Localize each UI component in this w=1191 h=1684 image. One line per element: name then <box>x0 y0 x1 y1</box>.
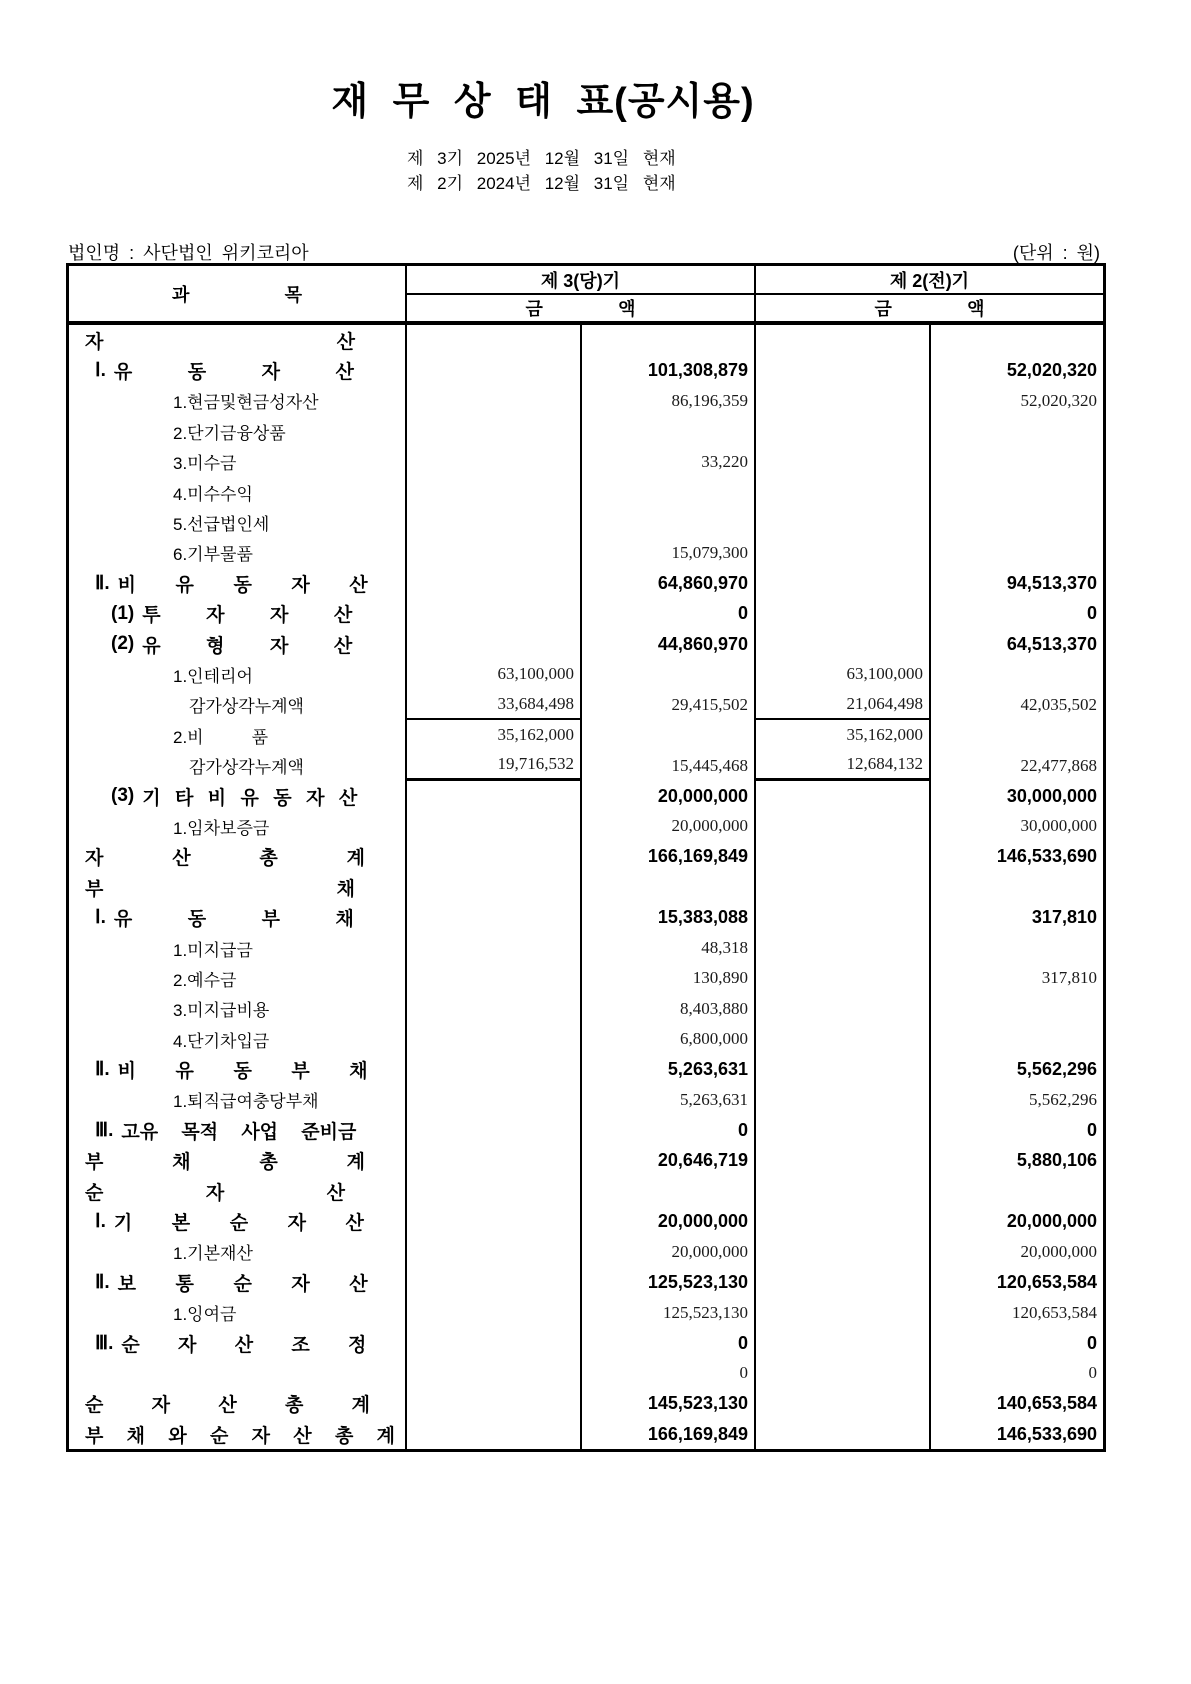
amount-cell: 8,403,880 <box>582 994 756 1024</box>
account-cell: 자 산 <box>69 325 407 355</box>
entity-row <box>68 239 1100 265</box>
header-amount-current: 금 액 <box>407 295 756 321</box>
amount-cell: 86,196,359 <box>582 386 756 416</box>
amount-cell: 166,169,849 <box>582 842 756 872</box>
amount-cell <box>756 1024 931 1054</box>
amount-cell: 21,064,498 <box>756 690 931 720</box>
header-period-current: 제 3(당)기 <box>407 266 756 295</box>
amount-cell <box>756 629 931 659</box>
account-cell: 1.임차보증금 <box>69 811 407 841</box>
account-cell: 3.미수금 <box>69 447 407 477</box>
amount-cell <box>931 447 1103 477</box>
table-row <box>69 720 1103 750</box>
table-row <box>69 325 1103 355</box>
table-row <box>69 386 1103 416</box>
amount-cell: 48,318 <box>582 933 756 963</box>
amount-cell <box>407 507 582 537</box>
account-cell: 6.기부물품 <box>69 538 407 568</box>
table-row <box>69 568 1103 598</box>
amount-cell <box>756 994 931 1024</box>
amount-cell <box>756 1419 931 1449</box>
account-cell: 4.미수수익 <box>69 477 407 507</box>
account-cell: 1.잉여금 <box>69 1298 407 1328</box>
amount-cell <box>756 325 931 355</box>
amount-cell <box>756 1146 931 1176</box>
amount-cell <box>931 994 1103 1024</box>
amount-cell <box>756 1176 931 1206</box>
table-row <box>69 1298 1103 1328</box>
amount-cell <box>407 416 582 446</box>
table-row <box>69 1024 1103 1054</box>
amount-cell: 20,000,000 <box>1006 1211 1097 1232</box>
account-cell: Ⅰ. 유 동 부 채 <box>69 902 407 932</box>
balance-sheet-table <box>66 263 1106 1452</box>
amount-cell <box>931 720 1103 750</box>
amount-cell <box>756 811 931 841</box>
account-cell: Ⅱ. 비 유 동 자 산 <box>69 568 407 598</box>
amount-cell <box>407 902 582 932</box>
amount-cell <box>407 811 582 841</box>
amount-cell: 35,162,000 <box>756 720 931 750</box>
table-row <box>69 1419 1103 1449</box>
amount-cell <box>931 325 1103 355</box>
table-body <box>69 325 1103 1449</box>
table-row <box>69 994 1103 1024</box>
amount-cell: 5,562,296 <box>1029 1089 1097 1109</box>
table-row <box>69 842 1103 872</box>
account-cell: (1) 투 자 자 산 <box>69 599 407 629</box>
account-cell: 순 자 산 <box>69 1176 407 1206</box>
amount-cell: 30,000,000 <box>1006 785 1097 806</box>
table-row <box>69 933 1103 963</box>
account-cell: 1.퇴직급여충당부채 <box>69 1085 407 1115</box>
amount-cell <box>407 1115 582 1145</box>
account-cell: 부 채 <box>69 872 407 902</box>
amount-cell: 15,079,300 <box>582 538 756 568</box>
amount-cell <box>756 416 931 446</box>
amount-cell <box>931 416 1103 446</box>
table-row <box>69 1054 1103 1084</box>
table-row <box>69 659 1103 689</box>
amount-cell <box>407 477 582 507</box>
amount-cell: 146,533,690 <box>996 1423 1097 1444</box>
amount-cell: 130,890 <box>582 963 756 993</box>
amount-cell: 5,263,631 <box>582 1085 756 1115</box>
amount-cell <box>931 477 1103 507</box>
table-row <box>69 1206 1103 1236</box>
amount-cell: 0 <box>582 1328 756 1358</box>
table-row <box>69 1267 1103 1297</box>
amount-cell <box>756 568 931 598</box>
table-row <box>69 416 1103 446</box>
account-cell: 2.비 품 <box>69 720 407 750</box>
amount-cell: 5,562,296 <box>1016 1059 1097 1080</box>
amount-cell <box>407 872 582 902</box>
table-row <box>69 355 1103 385</box>
account-cell: 순 자 산 총 계 <box>69 1389 407 1419</box>
period-line-prior: 제 2기 2024년 12월 31일 현재 <box>407 174 676 193</box>
table-row <box>69 1237 1103 1267</box>
amount-cell <box>407 1267 582 1297</box>
amount-cell <box>756 355 931 385</box>
header-amount-prior: 금 액 <box>874 299 985 319</box>
amount-cell <box>407 1176 582 1206</box>
amount-cell: 44,860,970 <box>582 629 756 659</box>
table-header <box>69 266 1103 325</box>
amount-cell: 20,646,719 <box>582 1146 756 1176</box>
amount-cell: 33,220 <box>582 447 756 477</box>
amount-cell <box>756 963 931 993</box>
amount-cell <box>756 599 931 629</box>
account-cell: Ⅱ. 비 유 동 부 채 <box>69 1054 407 1084</box>
account-cell: (2) 유 형 자 산 <box>69 629 407 659</box>
table-row <box>69 447 1103 477</box>
amount-cell <box>931 1024 1103 1054</box>
account-cell: 1.기본재산 <box>69 1237 407 1267</box>
amount-cell <box>407 1298 582 1328</box>
amount-cell <box>756 1358 931 1388</box>
amount-cell <box>407 1054 582 1084</box>
amount-cell <box>407 1146 582 1176</box>
account-cell: Ⅰ. 유 동 자 산 <box>69 355 407 385</box>
amount-cell: 0 <box>1086 603 1097 624</box>
table-row <box>69 902 1103 932</box>
account-cell: 1.현금및현금성자산 <box>69 386 407 416</box>
amount-cell <box>407 1358 582 1388</box>
amount-cell <box>931 933 1103 963</box>
amount-cell: 125,523,130 <box>582 1298 756 1328</box>
amount-cell <box>582 872 756 902</box>
amount-cell <box>582 416 756 446</box>
table-row <box>69 1389 1103 1419</box>
amount-cell <box>407 447 582 477</box>
account-cell: 부 채 와 순 자 산 총 계 <box>69 1419 407 1449</box>
account-cell: (3) 기 타 비 유 동 자 산 <box>69 781 407 811</box>
amount-cell: 63,100,000 <box>407 659 582 689</box>
amount-cell <box>407 325 582 355</box>
amount-cell: 317,810 <box>1031 907 1097 928</box>
amount-cell: 22,477,868 <box>1020 755 1097 775</box>
amount-cell <box>756 781 931 811</box>
table-row <box>69 781 1103 811</box>
amount-cell: 317,810 <box>1041 968 1097 988</box>
account-cell: Ⅰ. 기 본 순 자 산 <box>69 1206 407 1236</box>
account-cell: 2.단기금융상품 <box>69 416 407 446</box>
amount-cell: 94,513,370 <box>1006 572 1097 593</box>
table-row <box>69 811 1103 841</box>
amount-cell <box>407 1024 582 1054</box>
amount-cell: 20,000,000 <box>582 1237 756 1267</box>
amount-cell: 5,880,106 <box>1016 1150 1097 1171</box>
amount-cell <box>582 325 756 355</box>
header-period-prior: 제 2(전)기 <box>756 266 1103 295</box>
amount-cell <box>407 842 582 872</box>
amount-cell: 145,523,130 <box>582 1389 756 1419</box>
table-row <box>69 1358 1103 1388</box>
amount-cell <box>407 994 582 1024</box>
amount-cell: 0 <box>1086 1332 1097 1353</box>
amount-cell: 63,100,000 <box>756 659 931 689</box>
table-row <box>69 872 1103 902</box>
amount-cell: 35,162,000 <box>407 720 582 750</box>
amount-cell <box>756 1054 931 1084</box>
amount-cell <box>756 538 931 568</box>
amount-cell <box>756 507 931 537</box>
amount-cell <box>582 659 756 689</box>
amount-cell <box>582 507 756 537</box>
amount-cell <box>756 842 931 872</box>
amount-cell <box>407 355 582 385</box>
amount-cell: 6,800,000 <box>582 1024 756 1054</box>
amount-cell: 15,383,088 <box>582 902 756 932</box>
entity-name: 법인명 : 사단법인 위키코리아 <box>68 243 309 263</box>
table-row <box>69 690 1103 720</box>
account-cell: 부 채 총 계 <box>69 1146 407 1176</box>
amount-cell: 30,000,000 <box>1020 816 1097 836</box>
table-row <box>69 750 1103 780</box>
amount-cell <box>756 902 931 932</box>
amount-cell <box>756 1085 931 1115</box>
amount-cell: 64,860,970 <box>582 568 756 598</box>
amount-cell: 33,684,498 <box>407 690 582 720</box>
table-row <box>69 1146 1103 1176</box>
table-row <box>69 477 1103 507</box>
amount-cell <box>407 1237 582 1267</box>
amount-cell: 15,445,468 <box>582 750 756 780</box>
amount-cell: 20,000,000 <box>1020 1241 1097 1261</box>
amount-cell: 20,000,000 <box>582 811 756 841</box>
amount-cell <box>582 477 756 507</box>
amount-cell: 0 <box>582 599 756 629</box>
amount-cell: 0 <box>582 1115 756 1145</box>
amount-cell <box>931 538 1103 568</box>
amount-cell <box>756 1389 931 1419</box>
amount-cell: 0 <box>1088 1363 1097 1383</box>
table-row <box>69 1115 1103 1145</box>
account-cell: 감가상각누계액 <box>69 750 407 780</box>
account-cell: Ⅲ. 순 자 산 조 정 <box>69 1328 407 1358</box>
amount-cell <box>931 872 1103 902</box>
amount-cell: 0 <box>1086 1119 1097 1140</box>
amount-cell <box>407 963 582 993</box>
amount-cell <box>931 659 1103 689</box>
amount-cell <box>756 1328 931 1358</box>
account-cell: 3.미지급비용 <box>69 994 407 1024</box>
amount-cell: 20,000,000 <box>582 781 756 811</box>
table-row <box>69 1085 1103 1115</box>
amount-cell <box>756 1115 931 1145</box>
table-row <box>69 599 1103 629</box>
amount-cell: 20,000,000 <box>582 1206 756 1236</box>
amount-cell: 101,308,879 <box>582 355 756 385</box>
table-row <box>69 538 1103 568</box>
amount-cell <box>756 1298 931 1328</box>
amount-cell: 146,533,690 <box>996 846 1097 867</box>
amount-cell <box>931 507 1103 537</box>
amount-cell <box>407 568 582 598</box>
table-row <box>69 507 1103 537</box>
amount-cell <box>407 599 582 629</box>
amount-cell <box>756 1206 931 1236</box>
amount-cell <box>407 1085 582 1115</box>
amount-cell <box>756 447 931 477</box>
table-row <box>69 1328 1103 1358</box>
amount-cell: 64,513,370 <box>1006 633 1097 654</box>
amount-cell <box>756 933 931 963</box>
amount-cell <box>407 629 582 659</box>
amount-cell: 52,020,320 <box>1006 360 1097 381</box>
amount-cell: 29,415,502 <box>582 690 756 720</box>
table-row <box>69 963 1103 993</box>
amount-cell <box>407 1389 582 1419</box>
amount-cell <box>756 872 931 902</box>
amount-cell <box>407 1206 582 1236</box>
amount-cell: 19,716,532 <box>407 750 582 780</box>
amount-cell <box>407 1419 582 1449</box>
account-cell: 1.인테리어 <box>69 659 407 689</box>
amount-cell: 52,020,320 <box>1020 390 1097 410</box>
amount-cell: 166,169,849 <box>582 1419 756 1449</box>
period-line-current: 제 3기 2025년 12월 31일 현재 <box>407 149 676 168</box>
amount-cell: 5,263,631 <box>582 1054 756 1084</box>
amount-cell: 140,653,584 <box>996 1393 1097 1414</box>
account-cell: Ⅲ. 고유 목적 사업 준비금 <box>69 1115 407 1145</box>
unit-label: (단위 : 원) <box>1012 243 1100 263</box>
account-cell: 2.예수금 <box>69 963 407 993</box>
amount-cell: 42,035,502 <box>1020 694 1097 714</box>
amount-cell <box>582 720 756 750</box>
amount-cell <box>931 1176 1103 1206</box>
amount-cell <box>582 1176 756 1206</box>
header-account: 과 목 <box>69 266 407 321</box>
amount-cell <box>407 781 582 811</box>
amount-cell: 120,653,584 <box>996 1271 1097 1292</box>
amount-cell <box>756 477 931 507</box>
account-cell: 자 산 총 계 <box>69 842 407 872</box>
account-cell: 감가상각누계액 <box>69 690 407 720</box>
period-lines <box>407 146 676 196</box>
table-row <box>69 629 1103 659</box>
amount-cell: 0 <box>582 1358 756 1388</box>
account-cell: 1.미지급금 <box>69 933 407 963</box>
account-cell <box>69 1358 407 1388</box>
table-row <box>69 1176 1103 1206</box>
amount-cell <box>756 386 931 416</box>
amount-cell <box>756 1237 931 1267</box>
amount-cell <box>407 933 582 963</box>
amount-cell: 120,653,584 <box>1012 1302 1097 1322</box>
account-cell: Ⅱ. 보 통 순 자 산 <box>69 1267 407 1297</box>
account-cell: 4.단기차입금 <box>69 1024 407 1054</box>
amount-cell: 12,684,132 <box>756 750 931 780</box>
account-cell: 5.선급법인세 <box>69 507 407 537</box>
amount-cell <box>407 386 582 416</box>
amount-cell <box>407 538 582 568</box>
amount-cell <box>407 1328 582 1358</box>
document-title: 재 무 상 태 표(공시용) <box>331 81 755 123</box>
amount-cell: 125,523,130 <box>582 1267 756 1297</box>
amount-cell <box>756 1267 931 1297</box>
